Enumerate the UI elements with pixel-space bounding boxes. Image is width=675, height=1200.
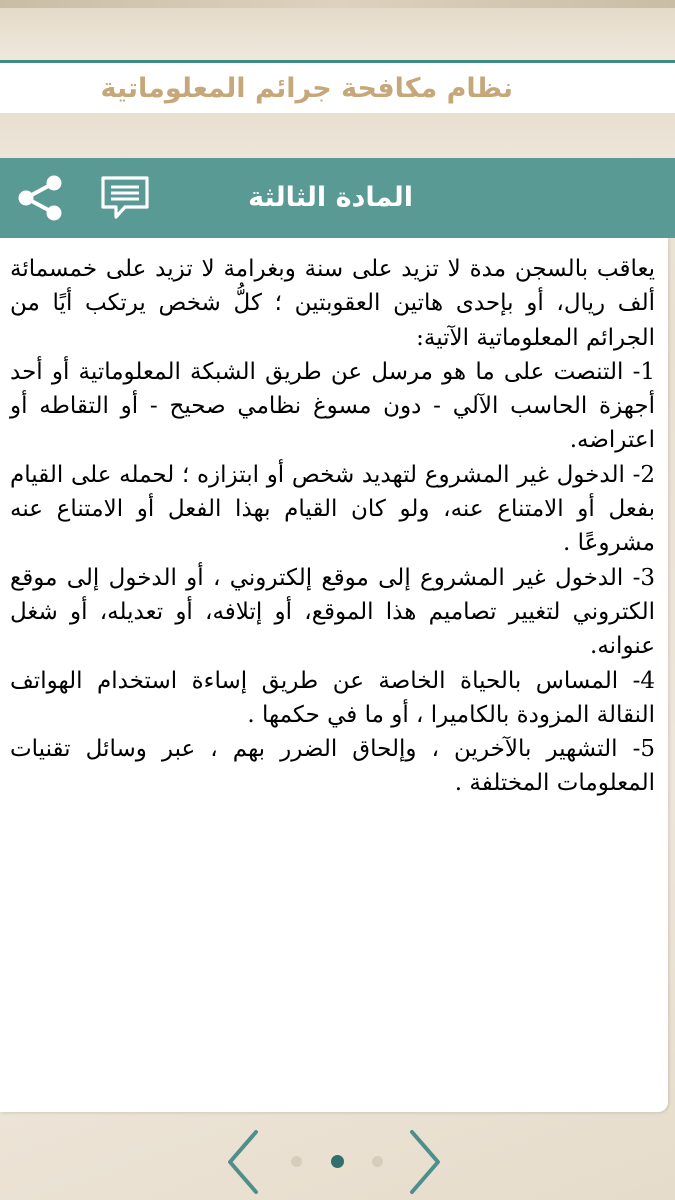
page-indicator-dot-active[interactable] (331, 1155, 344, 1168)
decorative-band (0, 113, 675, 158)
page-indicator-dot[interactable] (291, 1156, 302, 1167)
previous-page-button[interactable] (218, 1126, 278, 1196)
next-page-button[interactable] (398, 1126, 458, 1196)
article-clause: 1- التنصت على ما هو مرسل عن طريق الشبكة المعلوماتية أو أحد أجهزة الحاسب الآلي - دون مسوغ نظامي صحيح - أو التقاطه أو اعتراضه. (10, 358, 655, 454)
comment-button[interactable] (92, 158, 158, 238)
app-title-bar (0, 63, 675, 113)
chevron-right-icon (398, 1126, 458, 1196)
article-card (0, 238, 668, 1112)
chevron-left-icon (218, 1126, 278, 1196)
article-header (0, 158, 675, 238)
article-clause: 4- المساس بالحياة الخاصة عن طريق إساءة استخدام الهواتف النقالة المزودة بالكاميرا ، أو ما في حكمها . (10, 667, 655, 728)
share-button[interactable] (8, 158, 72, 238)
page-indicator-dot[interactable] (372, 1156, 383, 1167)
article-intro: يعاقب بالسجن مدة لا تزيد على سنة وبغرامة لا تزيد على خمسمائة ألف ريال، أو بإحدى هاتين العقوبتين ؛ كلُّ شخص يرتكب أيًا من الجرائم المعلوماتية الآتية: (10, 256, 655, 351)
article-clause: 3- الدخول غير المشروع إلى موقع إلكتروني ، أو الدخول إلى موقع الكتروني لتغيير تصاميم هذا الموقع، أو إتلافه، أو تعديله، أو شغل عنوانه. (10, 564, 655, 660)
comment-icon (99, 175, 151, 221)
article-clause: 5- التشهير بالآخرين ، وإلحاق الضرر بهم ، عبر وسائل تقنيات المعلومات المختلفة . (10, 736, 655, 797)
article-title: المادة الثالثة (248, 182, 413, 213)
top-decorative-strip (0, 0, 675, 60)
page-navigation (0, 1112, 675, 1200)
article-clause: 2- الدخول غير المشروع لتهديد شخص أو ابتزازه ؛ لحمله على القيام بفعل أو الامتناع عنه، ولو كان القيام بهذا الفعل أو الامتناع عنه مشروعًا . (10, 461, 655, 557)
share-icon (14, 174, 66, 222)
app-title: نظام مكافحة جرائم المعلوماتية (100, 72, 513, 104)
article-body (0, 238, 668, 801)
